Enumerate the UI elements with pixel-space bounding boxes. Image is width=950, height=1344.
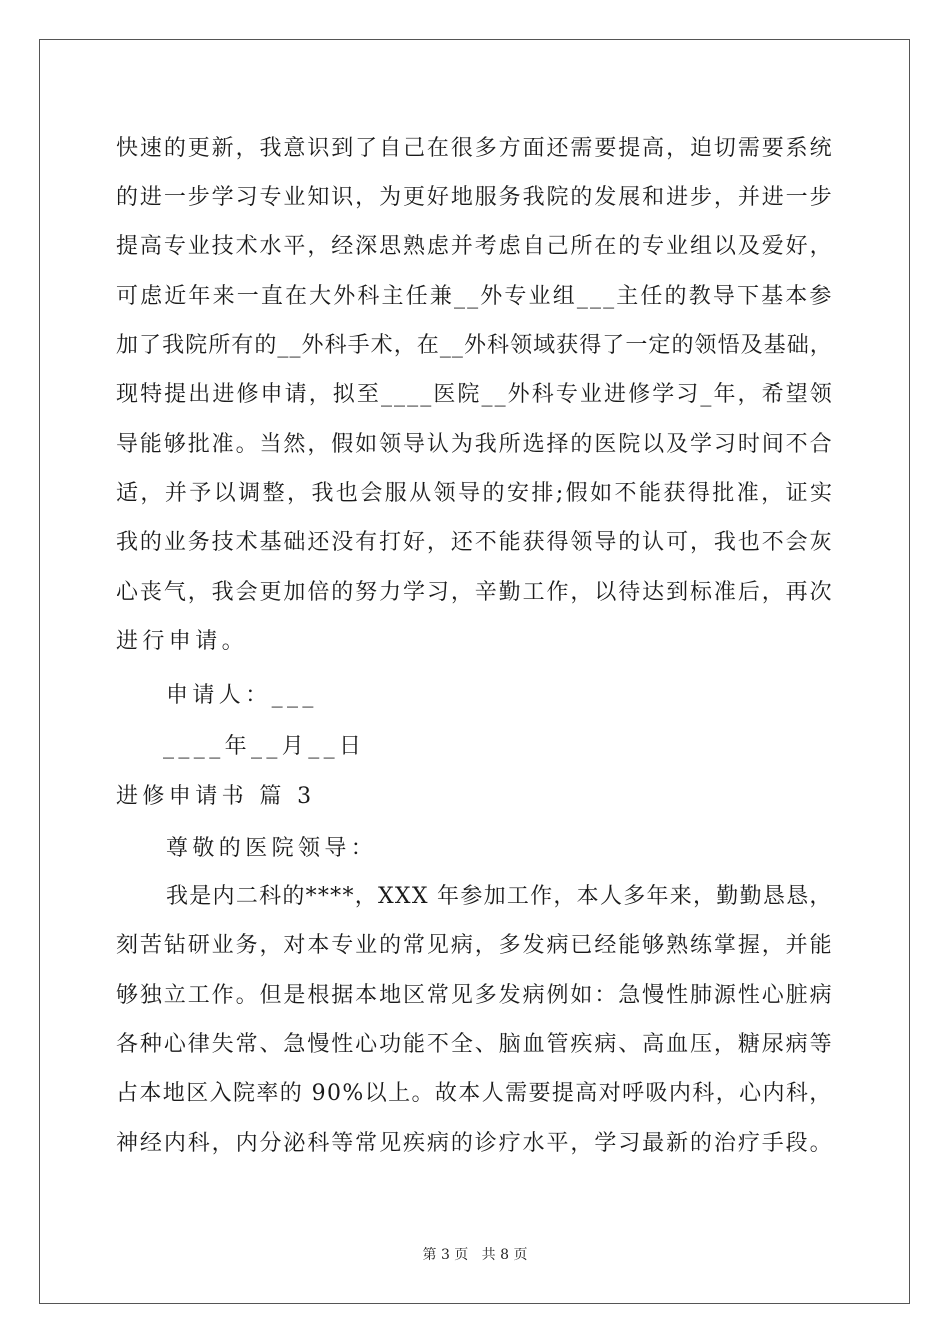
salutation: 尊敬的医院领导： [166, 836, 378, 861]
date-line: ____年__月__日 [163, 734, 366, 759]
paragraph-line: 我的业务技术基础还没有打好，还不能获得领导的认可，我也不会灰 [116, 530, 834, 555]
page-total: 共 8 页 [481, 1247, 528, 1263]
paragraph-line: 神经内科，内分泌科等常见疾病的诊疗水平，学习最新的治疗手段。 [116, 1131, 834, 1156]
paragraph-line: 现特提出进修申请，拟至____医院__外科专业进修学习_年，希望领 [116, 382, 834, 407]
paragraph-line: 适，并予以调整，我也会服从领导的安排;假如不能获得批准，证实 [116, 481, 835, 506]
page-number: 第 3 页 [422, 1247, 469, 1263]
paragraph-line: 提高专业技术水平，经深思熟虑并考虑自己所在的专业组以及爱好， [116, 234, 834, 259]
applicant-signature-line: 申请人：___ [166, 683, 318, 708]
page-border [39, 39, 910, 1304]
paragraph-line: 心丧气，我会更加倍的努力学习，辛勤工作，以待达到标准后，再次 [116, 580, 834, 605]
paragraph-line: 的进一步学习专业知识，为更好地服务我院的发展和进步，并进一步 [116, 185, 834, 210]
page-footer [0, 1245, 950, 1265]
paragraph-line: 可虑近年来一直在大外科主任兼__外专业组___主任的教导下基本参 [116, 284, 834, 309]
section-heading: 进修申请书 篇 3 [116, 784, 316, 809]
paragraph-line: 导能够批准。当然，假如领导认为我所选择的医院以及学习时间不合 [116, 432, 834, 457]
paragraph-line: 进行申请。 [116, 629, 249, 654]
paragraph-line: 快速的更新，我意识到了自己在很多方面还需要提高，迫切需要系统 [116, 136, 834, 161]
paragraph-line: 加了我院所有的__外科手术，在__外科领域获得了一定的领悟及基础， [116, 333, 833, 358]
paragraph-line: 我是内二科的****，XXX 年参加工作，本人多年来，勤勤恳恳， [166, 884, 833, 909]
paragraph-line: 刻苦钻研业务，对本专业的常见病，多发病已经能够熟练掌握，并能 [116, 933, 834, 958]
paragraph-line: 各种心律失常、急慢性心功能不全、脑血管疾病、高血压，糖尿病等 [116, 1032, 834, 1057]
paragraph-line: 占本地区入院率的 90%以上。故本人需要提高对呼吸内科，心内科， [116, 1081, 833, 1106]
paragraph-line: 够独立工作。但是根据本地区常见多发病例如：急慢性肺源性心脏病 [116, 983, 834, 1008]
